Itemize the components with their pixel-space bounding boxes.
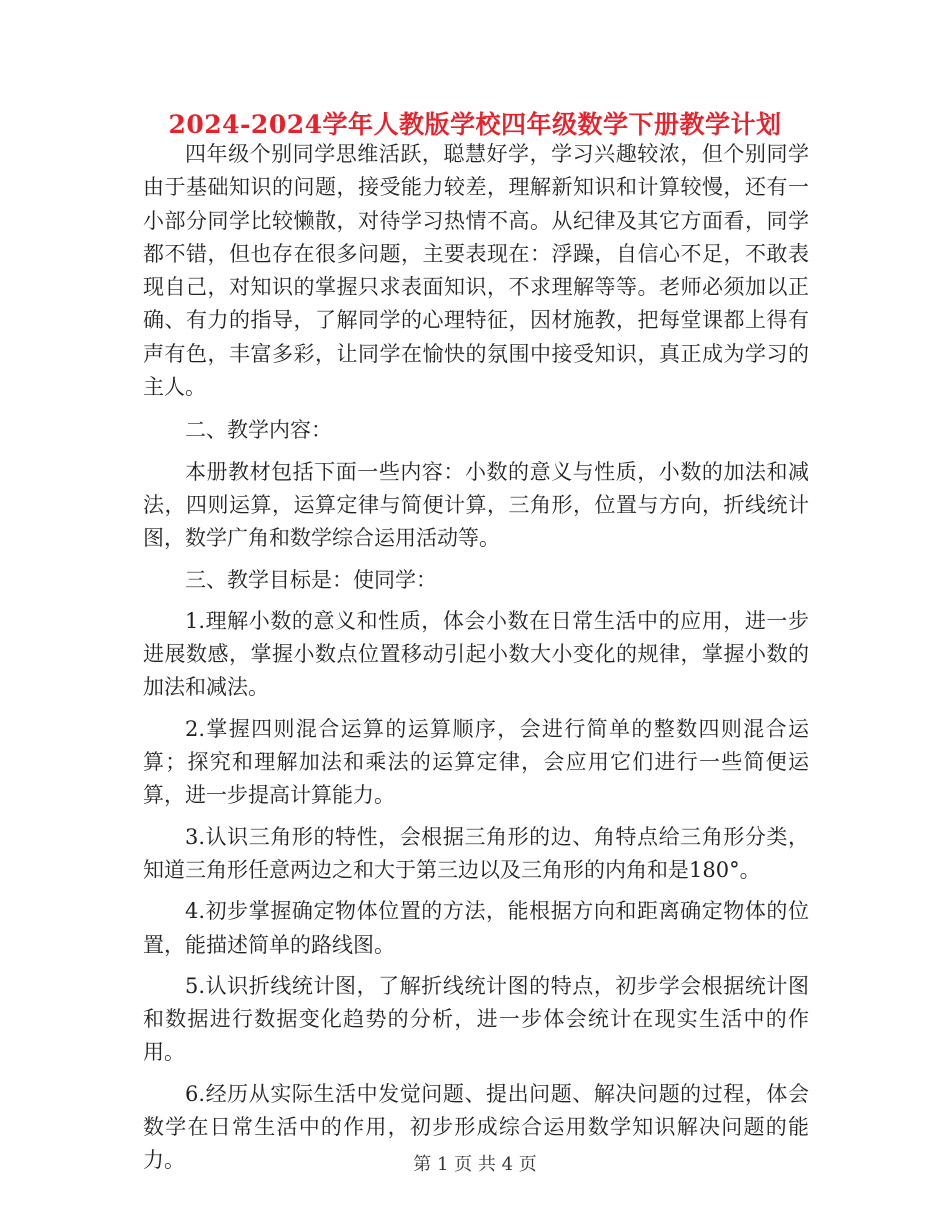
heading-teaching-goals: 三、教学目标是：使同学： xyxy=(185,567,437,592)
goal-item-4: 4.初步掌握确定物体位置的方法，能根据方向和距离确定物体的位置，能描述简单的路线图。 xyxy=(143,899,809,957)
goal-item-6: 6.经历从实际生活中发觉问题、提出问题、解决问题的过程，体会数学在日常生活中的作用，初步形成综合运用数学知识解决问题的能力。 xyxy=(143,1081,809,1173)
paragraph-student-analysis: 四年级个别同学思维活跃，聪慧好学，学习兴趣较浓，但个别同学由于基础知识的问题，接受能力较差，理解新知识和计算较慢，还有一小部分同学比较懒散，对待学习热情不高。从纪律及其它方面看，同学都不错，但也存在很多问题，主要表现在：浮躁，自信心不足，不敢表现自己，对知识的掌握只求表面知识，不求理解等等。老师必须加以正确、有力的指导，了解同学的心理特征，因材施教，把每堂课都上得有声有色，丰富多彩，让同学在愉快的氛围中接受知识，真正成为学习的主人。 xyxy=(143,142,809,400)
page-number-footer: 第 1 页 共 4 页 xyxy=(413,1154,537,1175)
paragraph-teaching-content: 本册教材包括下面一些内容：小数的意义与性质，小数的加法和减法，四则运算，运算定律与简便计算，三角形，位置与方向，折线统计图，数学广角和数学综合运用活动等。 xyxy=(143,459,809,551)
goal-item-1: 1.理解小数的意义和性质，体会小数在日常生活中的应用，进一步进展数感，掌握小数点位置移动引起小数大小变化的规律，掌握小数的加法和减法。 xyxy=(143,608,809,700)
document-body xyxy=(143,138,809,1186)
heading-teaching-content: 二、教学内容： xyxy=(185,418,332,443)
document-title: 2024-2024学年人教版学校四年级数学下册教学计划 xyxy=(168,110,782,139)
goal-item-2: 2.掌握四则混合运算的运算顺序，会进行简单的整数四则混合运算；探究和理解加法和乘法的运算定律，会应用它们进行一些简便运算，进一步提高计算能力。 xyxy=(143,716,809,808)
goal-item-5: 5.认识折线统计图，了解折线统计图的特点，初步学会根据统计图和数据进行数据变化趋势的分析，进一步体会统计在现实生活中的作用。 xyxy=(143,973,809,1065)
goal-item-3: 3.认识三角形的特性，会根据三角形的边、角特点给三角形分类，知道三角形任意两边之和大于第三边以及三角形的内角和是180°。 xyxy=(143,824,809,882)
